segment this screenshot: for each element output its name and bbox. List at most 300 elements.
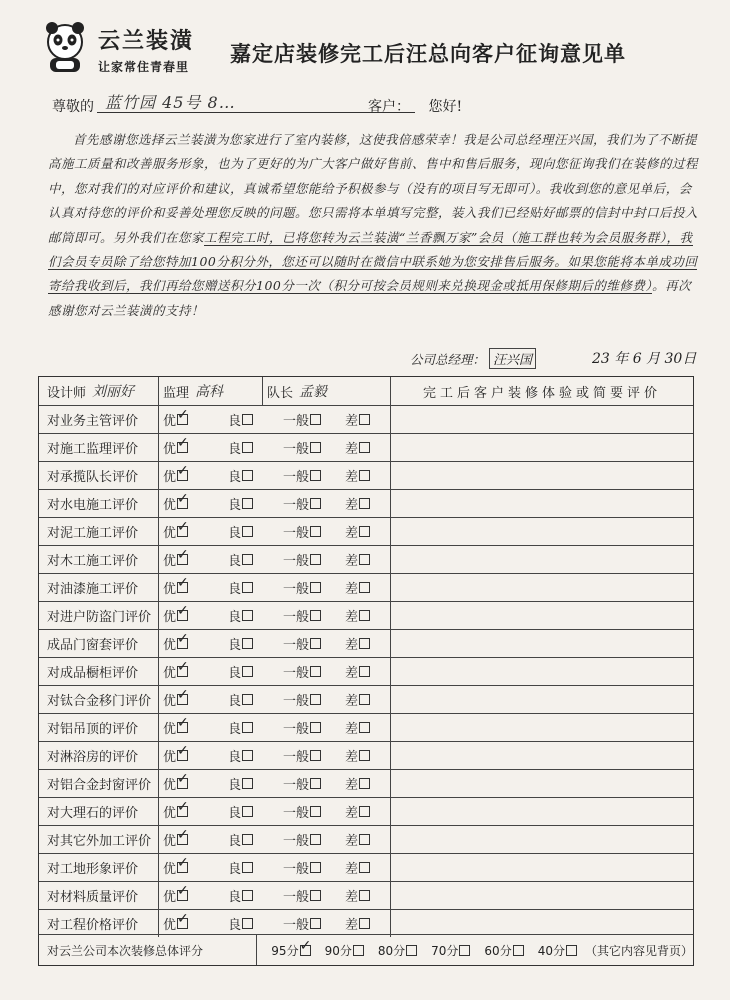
rating-option[interactable] [331,770,391,797]
checkbox[interactable] [242,554,253,565]
rating-option[interactable] [159,826,214,853]
checkbox[interactable] [359,582,370,593]
checkbox[interactable] [242,470,253,481]
rating-option[interactable] [331,490,391,517]
checkbox[interactable] [310,890,321,901]
rating-option[interactable] [214,882,269,909]
checkbox[interactable] [177,519,189,537]
rating-option[interactable] [159,714,214,741]
evaluation-item-label: 对油漆施工评价 [39,574,159,601]
checkbox[interactable] [242,834,253,845]
rating-option[interactable] [159,770,214,797]
checkbox[interactable] [310,526,321,537]
rating-option[interactable] [159,574,214,601]
checkbox[interactable] [359,610,370,621]
evaluation-item-label: 对铝合金封窗评价 [39,770,159,797]
manager-signature [410,348,536,369]
rating-option-label: 一般 [283,582,310,597]
score-option[interactable] [431,942,470,959]
rating-option[interactable] [331,630,391,657]
checkbox[interactable] [177,463,189,481]
checkbox[interactable] [359,750,370,761]
rating-option[interactable] [269,462,331,489]
checkmark-icon: ✓ [177,771,189,787]
rating-option[interactable] [214,518,269,545]
score-option-label: 95分 [271,943,299,958]
table-row [39,769,693,797]
checkbox[interactable] [359,834,370,845]
rating-option-label: 优 [163,834,177,849]
checkbox[interactable] [359,414,370,425]
rating-option[interactable] [159,882,214,909]
checkbox[interactable] [177,435,189,453]
checkbox[interactable] [242,778,253,789]
rating-option[interactable] [214,434,269,461]
score-note: （其它内容见背页） [584,943,693,958]
rating-option[interactable] [214,742,269,769]
checkmark-icon: ✓ [177,799,189,815]
rating-option-label: 一般 [283,414,310,429]
comment-field[interactable] [391,406,693,433]
table-header-row [39,377,693,405]
score-option[interactable] [484,942,523,959]
rating-option[interactable] [214,854,269,881]
rating-option-label: 良 [228,862,242,877]
checkbox[interactable] [359,694,370,705]
checkbox[interactable] [242,890,253,901]
checkbox[interactable] [242,638,253,649]
checkbox[interactable] [359,918,370,929]
checkbox[interactable] [242,414,253,425]
comment-field[interactable] [391,686,693,713]
score-option[interactable] [378,942,417,959]
checkbox[interactable] [459,945,470,956]
rating-option-label: 优 [163,498,177,513]
checkmark-icon: ✓ [177,659,189,675]
rating-option-label: 一般 [283,862,310,877]
rating-option[interactable] [269,406,331,433]
rating-option[interactable] [159,742,214,769]
rating-option[interactable] [269,518,331,545]
rating-option-label: 差 [345,498,359,513]
checkbox[interactable] [177,491,189,509]
rating-option-label: 差 [345,638,359,653]
checkbox[interactable] [310,554,321,565]
rating-option-label: 差 [345,526,359,541]
rating-option[interactable] [269,490,331,517]
comment-field[interactable] [391,770,693,797]
rating-option-label: 良 [228,526,242,541]
rating-option-label: 一般 [283,638,310,653]
checkbox[interactable] [359,778,370,789]
rating-option-label: 一般 [283,806,310,821]
checkmark-icon: ✓ [177,855,189,871]
evaluation-item-label: 对钛合金移门评价 [39,686,159,713]
rating-option[interactable] [159,658,214,685]
checkbox[interactable] [359,862,370,873]
rating-option-label: 良 [228,610,242,625]
rating-option[interactable] [269,546,331,573]
rating-option-label: 良 [228,554,242,569]
checkbox[interactable] [177,687,189,705]
checkbox[interactable] [359,806,370,817]
rating-option-label: 良 [228,666,242,681]
comment-field[interactable] [391,798,693,825]
letter-underlined-text: 工程完工时，已将您转为云兰装潢“兰香飘万家”会员（施工群也转为会员服务群），我们会员专员除了给您特加100分积分外，您还可以随时在微信中联系她为您安排售后服务。如果您能将本单成功回寄给我收到后，我们再给您赠送积分100分一次（积分可按会员规则来兑换现金或抵用保修期后的维修费） [48,229,698,294]
rating-option[interactable] [269,882,331,909]
rating-option-label: 良 [228,638,242,653]
score-option-label: 80分 [377,943,406,958]
rating-option[interactable] [331,462,391,489]
rating-option[interactable] [159,490,214,517]
rating-option-label: 优 [163,442,177,457]
rating-option[interactable] [159,686,214,713]
checkbox[interactable] [566,945,577,956]
comment-field[interactable] [391,714,693,741]
foreman-cell[interactable] [263,377,391,405]
score-option-label: 60分 [484,943,512,958]
comment-field[interactable] [391,854,693,881]
rating-option-label: 一般 [283,666,310,681]
manager-name-stamp: 汪兴国 [489,348,536,369]
checkbox[interactable] [242,666,253,677]
rating-option[interactable] [269,798,331,825]
rating-option[interactable] [159,910,214,937]
customer-comment-header: 完工后客户装修体验或简要评价 [422,385,661,401]
rating-option-label: 优 [163,890,177,905]
rating-option[interactable] [214,462,269,489]
rating-option-label: 差 [345,442,359,457]
rating-option[interactable] [269,602,331,629]
supervisor-handwritten: 高科 [195,384,224,400]
rating-option[interactable] [331,602,391,629]
evaluation-item-label: 对业务主管评价 [39,406,159,433]
letter-tail: 。再次感谢您对云兰装潢的支持！ [48,278,692,318]
checkbox[interactable] [177,631,189,649]
rating-option[interactable] [214,798,269,825]
checkbox[interactable] [299,937,312,956]
evaluation-item-label: 对淋浴房的评价 [39,742,159,769]
rating-option[interactable] [159,462,214,489]
checkbox[interactable] [359,442,370,453]
rating-option-label: 良 [228,778,242,793]
designer-handwritten: 刘丽好 [92,384,135,400]
comment-field[interactable] [391,574,693,601]
rating-option[interactable] [331,686,391,713]
checkbox[interactable] [177,883,189,901]
checkbox[interactable] [242,918,253,929]
rating-option-label: 差 [345,890,359,905]
checkmark-icon: ✓ [177,883,189,899]
letter-paragraph: 首先感谢您选择云兰装潢为您家进行了室内装修，这使我倍感荣幸！我是公司总经理汪兴国，我们为了不断提高施工质量和改善服务形象，也为了更好的为广大客户做好售前、售中和售后服务，现向您征询我们在装修的过程中，您对我们的对应评价和建议，真诚希望您能给予积极参与（没有的项目写无即可）。我收到您的意见单后，会认真对待您的评价和妥善处理您反映的问题。您只需将本单填写完整，装入我们已经贴好邮票的信封中封口后投入邮筒即可。另外我们在您家 [48,132,699,245]
rating-option[interactable] [214,546,269,573]
rating-option[interactable] [331,658,391,685]
score-option[interactable] [538,942,577,959]
comment-field[interactable] [391,882,693,909]
rating-option-label: 差 [345,778,359,793]
checkbox[interactable] [242,806,253,817]
evaluation-item-label: 对水电施工评价 [39,490,159,517]
score-option-label: 90分 [324,943,352,958]
table-row [39,909,693,937]
rating-option[interactable] [269,910,331,937]
greeting: 您好! [428,99,463,115]
designer-label: 设计师 [47,385,87,401]
evaluation-item-label: 对施工监理评价 [39,434,159,461]
comment-field[interactable] [391,910,693,937]
rating-option-label: 一般 [283,526,310,541]
supervisor-label: 监理 [163,385,190,401]
checkbox[interactable] [242,694,253,705]
table-row [39,461,693,489]
score-option-label: 70分 [431,943,459,958]
rating-option[interactable] [159,798,214,825]
rating-option[interactable] [159,630,214,657]
rating-option[interactable] [269,658,331,685]
checkbox[interactable] [359,526,370,537]
comment-field[interactable] [391,742,693,769]
evaluation-item-label: 对工地形象评价 [39,854,159,881]
rating-option[interactable] [269,770,331,797]
rating-option[interactable] [269,630,331,657]
checkmark-icon: ✓ [177,491,189,507]
rating-option[interactable] [214,490,269,517]
rating-option-label: 优 [163,778,177,793]
rating-option-label: 良 [228,498,242,513]
rating-option[interactable] [269,854,331,881]
rating-option[interactable] [269,826,331,853]
rating-option[interactable] [269,742,331,769]
rating-option-label: 良 [228,582,242,597]
rating-option[interactable] [214,658,269,685]
checkmark-icon: ✓ [177,715,189,731]
designer-cell[interactable] [39,377,159,405]
checkbox[interactable] [310,918,321,929]
checkmark-icon: ✓ [177,911,189,927]
rating-option-label: 差 [345,918,359,933]
checkbox[interactable] [359,554,370,565]
checkbox[interactable] [310,610,321,621]
comment-field[interactable] [391,546,693,573]
rating-option-label: 良 [228,890,242,905]
comment-field[interactable] [391,826,693,853]
rating-option[interactable] [331,798,391,825]
checkbox[interactable] [310,470,321,481]
rating-option[interactable] [269,686,331,713]
rating-option-label: 差 [345,834,359,849]
checkbox[interactable] [242,498,253,509]
checkbox[interactable] [310,778,321,789]
rating-option[interactable] [159,434,214,461]
letter-body [48,128,698,323]
checkbox[interactable] [177,659,189,677]
rating-option-label: 一般 [283,694,310,709]
rating-option[interactable] [331,882,391,909]
checkbox[interactable] [359,666,370,677]
rating-option[interactable] [214,574,269,601]
checkbox[interactable] [242,750,253,761]
rating-option[interactable] [214,630,269,657]
evaluation-item-label: 对泥工施工评价 [39,518,159,545]
checkmark-icon: ✓ [177,603,189,619]
supervisor-cell[interactable] [159,377,263,405]
rating-option[interactable] [214,826,269,853]
rating-option[interactable] [269,434,331,461]
rating-option-label: 一般 [283,470,310,485]
rating-option-label: 优 [163,750,177,765]
checkbox[interactable] [310,638,321,649]
rating-option-label: 良 [228,694,242,709]
rating-option[interactable] [331,910,391,937]
rating-option[interactable] [331,714,391,741]
evaluation-item-label: 对大理石的评价 [39,798,159,825]
rating-option[interactable] [331,546,391,573]
checkbox[interactable] [177,407,189,425]
comment-field[interactable] [391,462,693,489]
checkbox[interactable] [177,575,189,593]
checkbox[interactable] [242,862,253,873]
checkbox[interactable] [359,498,370,509]
rating-option-label: 差 [345,666,359,681]
rating-option[interactable] [159,602,214,629]
rating-option[interactable] [159,406,214,433]
rating-option-label: 优 [163,582,177,597]
checkbox[interactable] [310,694,321,705]
checkbox[interactable] [310,750,321,761]
checkbox[interactable] [310,862,321,873]
rating-option-label: 一般 [283,610,310,625]
rating-option-label: 优 [163,414,177,429]
checkmark-icon: ✓ [177,435,189,451]
rating-option-label: 一般 [283,442,310,457]
checkbox[interactable] [353,945,364,956]
checkbox[interactable] [177,715,189,733]
rating-option[interactable] [331,518,391,545]
comment-field[interactable] [391,630,693,657]
rating-option[interactable] [214,602,269,629]
rating-option[interactable] [269,714,331,741]
checkbox[interactable] [242,442,253,453]
rating-option[interactable] [331,742,391,769]
checkbox[interactable] [177,855,189,873]
rating-option-label: 优 [163,806,177,821]
checkbox[interactable] [242,610,253,621]
checkbox[interactable] [310,806,321,817]
rating-option-label: 一般 [283,722,310,737]
checkbox[interactable] [242,526,253,537]
rating-option[interactable] [159,518,214,545]
rating-option-label: 优 [163,638,177,653]
table-row [39,629,693,657]
rating-option[interactable] [214,714,269,741]
comment-field[interactable] [391,490,693,517]
checkbox[interactable] [513,945,524,956]
brand-slogan: 让家常住青春里 [98,60,190,74]
checkbox[interactable] [310,414,321,425]
checkbox[interactable] [406,945,417,956]
checkbox[interactable] [242,722,253,733]
rating-option[interactable] [331,826,391,853]
rating-option[interactable] [159,854,214,881]
rating-option[interactable] [214,910,269,937]
rating-option-label: 差 [345,582,359,597]
checkbox[interactable] [177,911,189,929]
checkbox[interactable] [310,498,321,509]
checkmark-icon: ✓ [177,463,189,479]
evaluation-item-label: 对工程价格评价 [39,910,159,937]
checkbox[interactable] [359,638,370,649]
rating-option-label: 一般 [283,498,310,513]
rating-option-label: 一般 [283,554,310,569]
checkbox[interactable] [310,582,321,593]
rating-option[interactable] [331,854,391,881]
checkmark-icon: ✓ [177,575,189,591]
checkbox[interactable] [310,834,321,845]
rating-option[interactable] [331,574,391,601]
rating-option[interactable] [214,406,269,433]
foreman-label: 队长 [267,385,294,401]
comment-field[interactable] [391,434,693,461]
comment-field[interactable] [391,602,693,629]
checkmark-icon: ✓ [177,519,189,535]
rating-option-label: 差 [345,750,359,765]
checkbox[interactable] [177,603,189,621]
evaluation-item-label: 对铝吊顶的评价 [39,714,159,741]
score-option[interactable] [271,937,312,959]
rating-option[interactable] [331,406,391,433]
rating-option[interactable] [159,546,214,573]
rating-option-label: 良 [228,750,242,765]
comment-field[interactable] [391,518,693,545]
checkbox[interactable] [177,547,189,565]
checkmark-icon: ✓ [177,687,189,703]
checkbox[interactable] [359,722,370,733]
rating-option[interactable] [214,770,269,797]
checkbox[interactable] [177,771,189,789]
rating-option[interactable] [269,574,331,601]
table-row [39,685,693,713]
checkmark-icon: ✓ [177,827,189,843]
rating-option-label: 良 [228,806,242,821]
evaluation-item-label: 对其它外加工评价 [39,826,159,853]
score-option[interactable] [325,942,364,959]
checkbox[interactable] [310,666,321,677]
rating-option-label: 一般 [283,750,310,765]
evaluation-table [38,376,694,966]
overall-score-row [38,934,694,966]
rating-option-label: 差 [345,610,359,625]
table-row [39,433,693,461]
signature-date: 23 年 6 月 30日 [592,351,697,367]
evaluation-item-label: 对木工施工评价 [39,546,159,573]
checkbox[interactable] [242,582,253,593]
table-row [39,713,693,741]
checkbox[interactable] [310,722,321,733]
rating-option[interactable] [214,686,269,713]
checkbox[interactable] [359,470,370,481]
checkbox[interactable] [177,799,189,817]
checkbox[interactable] [177,743,189,761]
checkbox[interactable] [177,827,189,845]
table-row [39,489,693,517]
rating-option-label: 良 [228,918,242,933]
rating-option[interactable] [331,434,391,461]
checkbox[interactable] [359,890,370,901]
rating-option-label: 一般 [283,918,310,933]
comment-field[interactable] [391,658,693,685]
checkbox[interactable] [310,442,321,453]
rating-option-label: 优 [163,554,177,569]
